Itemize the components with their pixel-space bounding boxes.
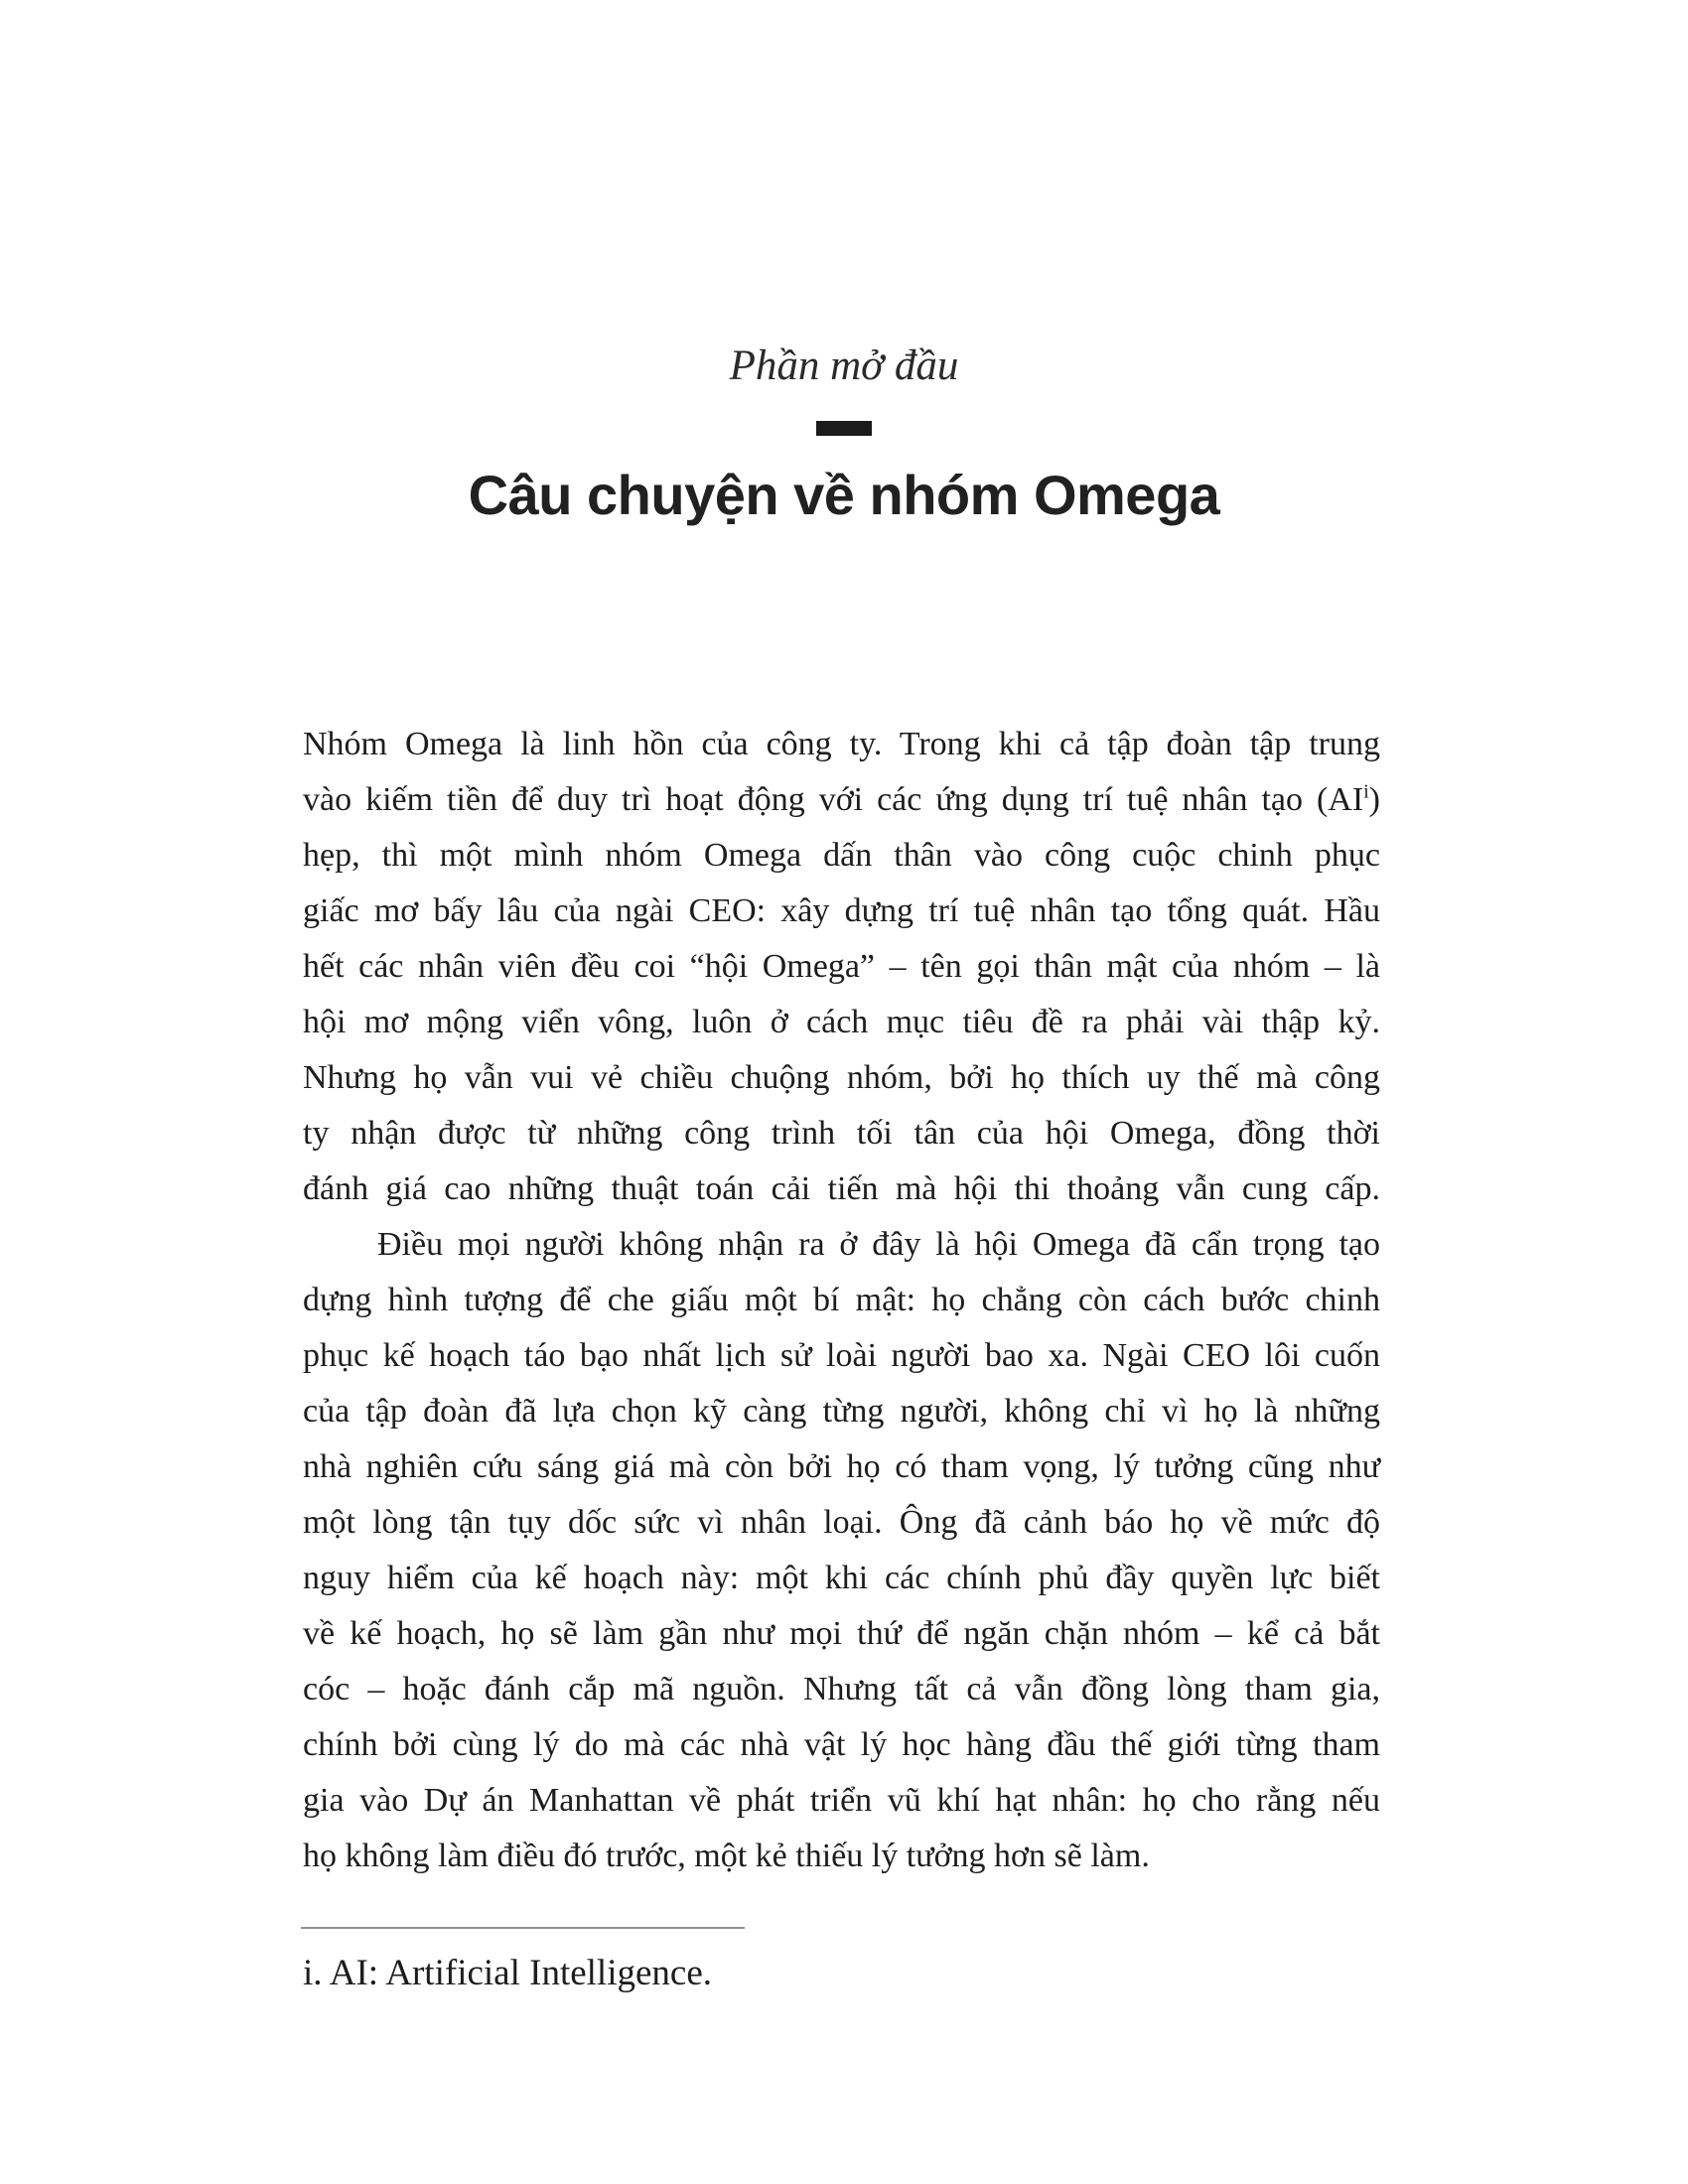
text-line: chính bởi cùng lý do mà các nhà vật lý học hàng đầu thế giới từng tham [303, 1726, 1380, 1763]
text-line: giấc mơ bấy lâu của ngài CEO: xây dựng trí tuệ nhân tạo tổng quát. Hầu [303, 892, 1380, 929]
text-line: cóc – hoặc đánh cắp mã nguồn. Nhưng tất cả vẫn đồng lòng tham gia, [303, 1671, 1380, 1707]
text-line: hội mơ mộng viển vông, luôn ở cách mục tiêu đề ra phải vài thập kỷ. [303, 1004, 1380, 1040]
page-title: Câu chuyện về nhóm Omega [468, 464, 1220, 526]
text-line: về kế hoạch, họ sẽ làm gần như mọi thứ để ngăn chặn nhóm – kể cả bắt [303, 1615, 1380, 1652]
footnote-separator [301, 1927, 745, 1929]
text-line: Nhưng họ vẫn vui vẻ chiều chuộng nhóm, bởi họ thích uy thế mà công [303, 1059, 1380, 1096]
divider-bar [816, 421, 872, 436]
text-line: phục kế hoạch táo bạo nhất lịch sử loài người bao xa. Ngài CEO lôi cuốn [303, 1337, 1380, 1374]
text-line: ty nhận được từ những công trình tối tân của hội Omega, đồng thời [303, 1115, 1380, 1152]
text-line: gia vào Dự án Manhattan về phát triển vũ khí hạt nhân: họ cho rằng nếu [303, 1782, 1380, 1819]
section-label: Phần mở đầu [729, 342, 959, 389]
body-text [303, 717, 1380, 1884]
text-line: dựng hình tượng để che giấu một bí mật: họ chẳng còn cách bước chinh [303, 1282, 1380, 1318]
footnote-text: i. AI: Artificial Intelligence. [303, 1953, 713, 1993]
text-line: vào kiếm tiền để duy trì hoạt động với các ứng dụng trí tuệ nhân tạo $(AI^i)$ [303, 780, 1380, 818]
text-line: nhà nghiên cứu sáng giá mà còn bởi họ có tham vọng, lý tưởng cũng như [303, 1448, 1380, 1485]
text-line: Điều mọi người không nhận ra ở đây là hội Omega đã cẩn trọng tạo [377, 1226, 1380, 1263]
text-line: một lòng tận tụy dốc sức vì nhân loại. Ông đã cảnh báo họ về mức độ [303, 1504, 1380, 1541]
text-line: Nhóm Omega là linh hồn của công ty. Trong khi cả tập đoàn tập trung [303, 726, 1380, 762]
paragraph-1 [303, 717, 1380, 1217]
paragraph-2 [303, 1217, 1380, 1884]
text-line: nguy hiểm của kế hoạch này: một khi các chính phủ đầy quyền lực biết [303, 1560, 1380, 1596]
footnote [303, 1952, 712, 1994]
text-line: hẹp, thì một mình nhóm Omega dấn thân vào công cuộc chinh phục [303, 837, 1380, 874]
superscript-footnote-ref: i [1363, 780, 1369, 803]
text-line: hết các nhân viên đều coi “hội Omega” – tên gọi thân mật của nhóm – là [303, 948, 1380, 985]
text-line: họ không làm điều đó trước, một kẻ thiếu lý tưởng hơn sẽ làm. [303, 1838, 1150, 1874]
text-line: của tập đoàn đã lựa chọn kỹ càng từng người, không chỉ vì họ là những [303, 1393, 1380, 1430]
text-line: đánh giá cao những thuật toán cải tiến mà hội thi thoảng vẫn cung cấp. [303, 1170, 1380, 1207]
